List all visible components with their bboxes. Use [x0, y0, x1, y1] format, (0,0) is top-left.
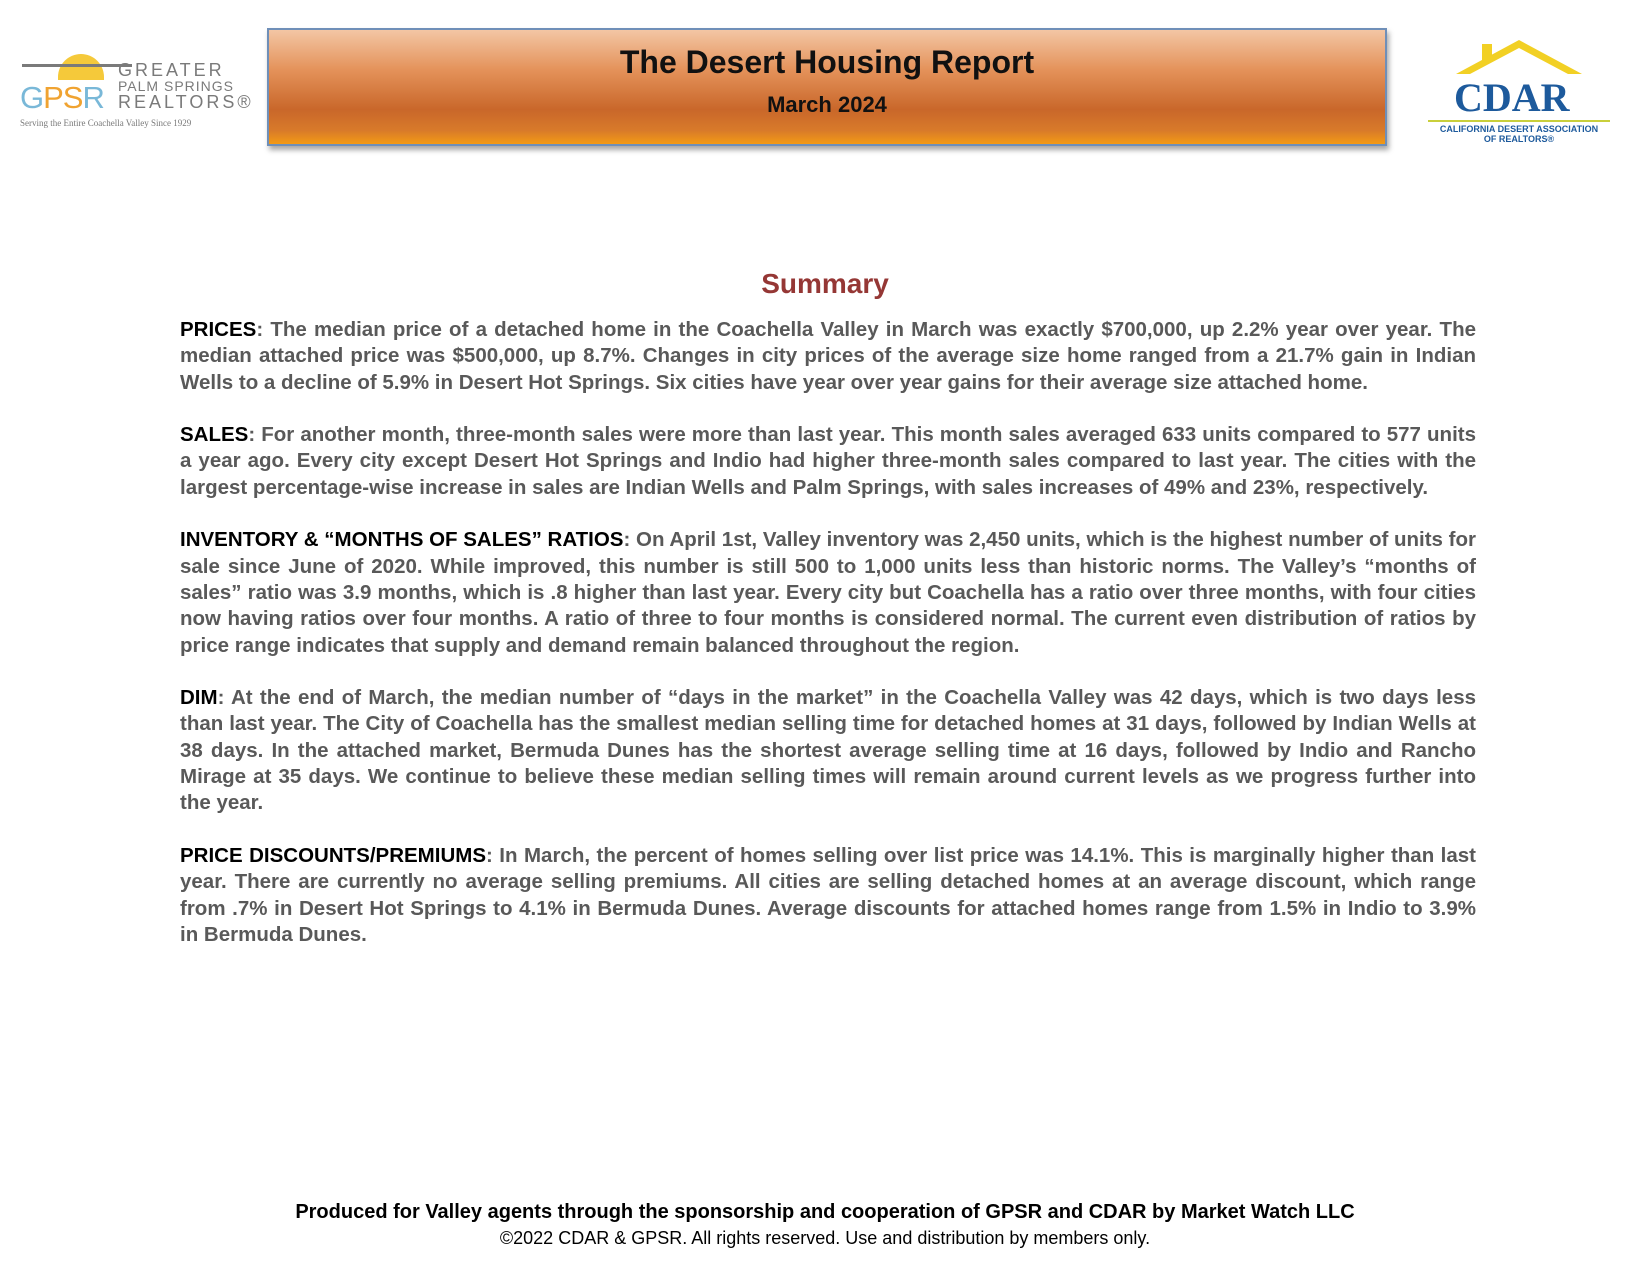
paragraph-inventory [180, 527, 1476, 658]
paragraph-sales [180, 422, 1476, 501]
cdar-logo [1424, 40, 1614, 150]
cdar-name: CDAR [1454, 75, 1570, 120]
gpsr-logo [14, 50, 254, 130]
paragraph-discounts [180, 843, 1476, 948]
house-roof-icon [1456, 40, 1582, 76]
paragraph-text: : The median price of a detached home in the Coachella Valley in March was exactly $700,000, up 2.2% year over year. The median attached price was $500,000, up 8.7%. Changes in city prices of the average size home ranged from a 21.7% gain in Indian Wells to a decline of 5.9% in Desert Hot Springs. Six cities have year over year gains for their average size attached home. [180, 318, 1476, 394]
summary-heading: Summary [761, 268, 889, 299]
gpsr-letters: GPSR [20, 80, 104, 115]
gpsr-word-realtors: REALTORS® [118, 92, 254, 112]
report-date: March 2024 [767, 92, 887, 117]
footer-credit: Produced for Valley agents through the sponsorship and cooperation of GPSR and CDAR by Market Watch LLC [295, 1201, 1355, 1223]
report-title: The Desert Housing Report [619, 44, 1035, 80]
paragraph-text: : For another month, three-month sales were more than last year. This month sales averaged 633 units compared to 577 units a year ago. Every city except Desert Hot Springs and Indio had higher three-month sales compared to last year. The cities with the largest percentage-wise increase in sales are Indian Wells and Palm Springs, with sales increases of 49% and 23%, respectively. [180, 423, 1476, 499]
roofline-icon [22, 64, 132, 68]
gpsr-words [118, 62, 254, 110]
paragraph-lead: INVENTORY & “MONTHS OF SALES” RATIOS [180, 528, 624, 552]
paragraph-text: : In March, the percent of homes selling over list price was 14.1%. This is marginally higher than last year. There are currently no average selling premiums. All cities are selling detached homes at an average discount, which range from .7% in Desert Hot Springs to 4.1% in Bermuda Dunes. Average discounts for attached homes range from 1.5% in Indio to 3.9% in Bermuda Dunes. [180, 843, 1476, 946]
cdar-divider [1428, 120, 1610, 122]
paragraph-text: : At the end of March, the median number of “days in the market” in the Coachella Valley was 42 days, which is two days less than last year. The City of Coachella has the smallest median selling time for detached homes at 31 days, followed by Indian Wells at 38 days. In the attached market, Bermuda Dunes has the shortest average selling time at 16 days, followed by Indio and Rancho Mirage at 35 days. We continue to believe these median selling times will remain around current levels as we progress further into the year. [180, 686, 1476, 815]
gpsr-word-palm-springs: PALM SPRINGS [118, 78, 234, 94]
paragraph-lead: PRICE DISCOUNTS/PREMIUMS [180, 843, 487, 867]
paragraph-text: : On April 1st, Valley inventory was 2,450 units, which is the highest number of units for sale since June of 2020. While improved, this number is still 500 to 1,000 units less than historic norms. The Valley’s “months of sales” ratio was 3.9 months, which is .8 higher than last year. Every city but Coachella has a ratio over three months, with four cities now having ratios over four months. A ratio of three to four months is considered normal. The current even distribution of ratios by price range indicates that supply and demand remain balanced throughout the region. [180, 528, 1476, 657]
cdar-subtitle-2: OF REALTORS® [1483, 134, 1555, 144]
footer-copyright: ©2022 CDAR & GPSR. All rights reserved. Use and distribution by members only. [499, 1228, 1151, 1248]
cdar-subtitle-1: CALIFORNIA DESERT ASSOCIATION [1439, 124, 1599, 134]
report-header-banner [267, 28, 1387, 146]
paragraph-lead: DIM [180, 686, 218, 710]
paragraph-dim [180, 685, 1476, 816]
gpsr-word-greater: GREATER [118, 60, 225, 80]
paragraph-lead: PRICES [180, 318, 257, 341]
summary-body [180, 317, 1476, 974]
paragraph-prices [180, 317, 1476, 396]
paragraph-lead: SALES [180, 423, 249, 447]
gpsr-tagline: Serving the Entire Coachella Valley Since 1929 [20, 118, 192, 128]
